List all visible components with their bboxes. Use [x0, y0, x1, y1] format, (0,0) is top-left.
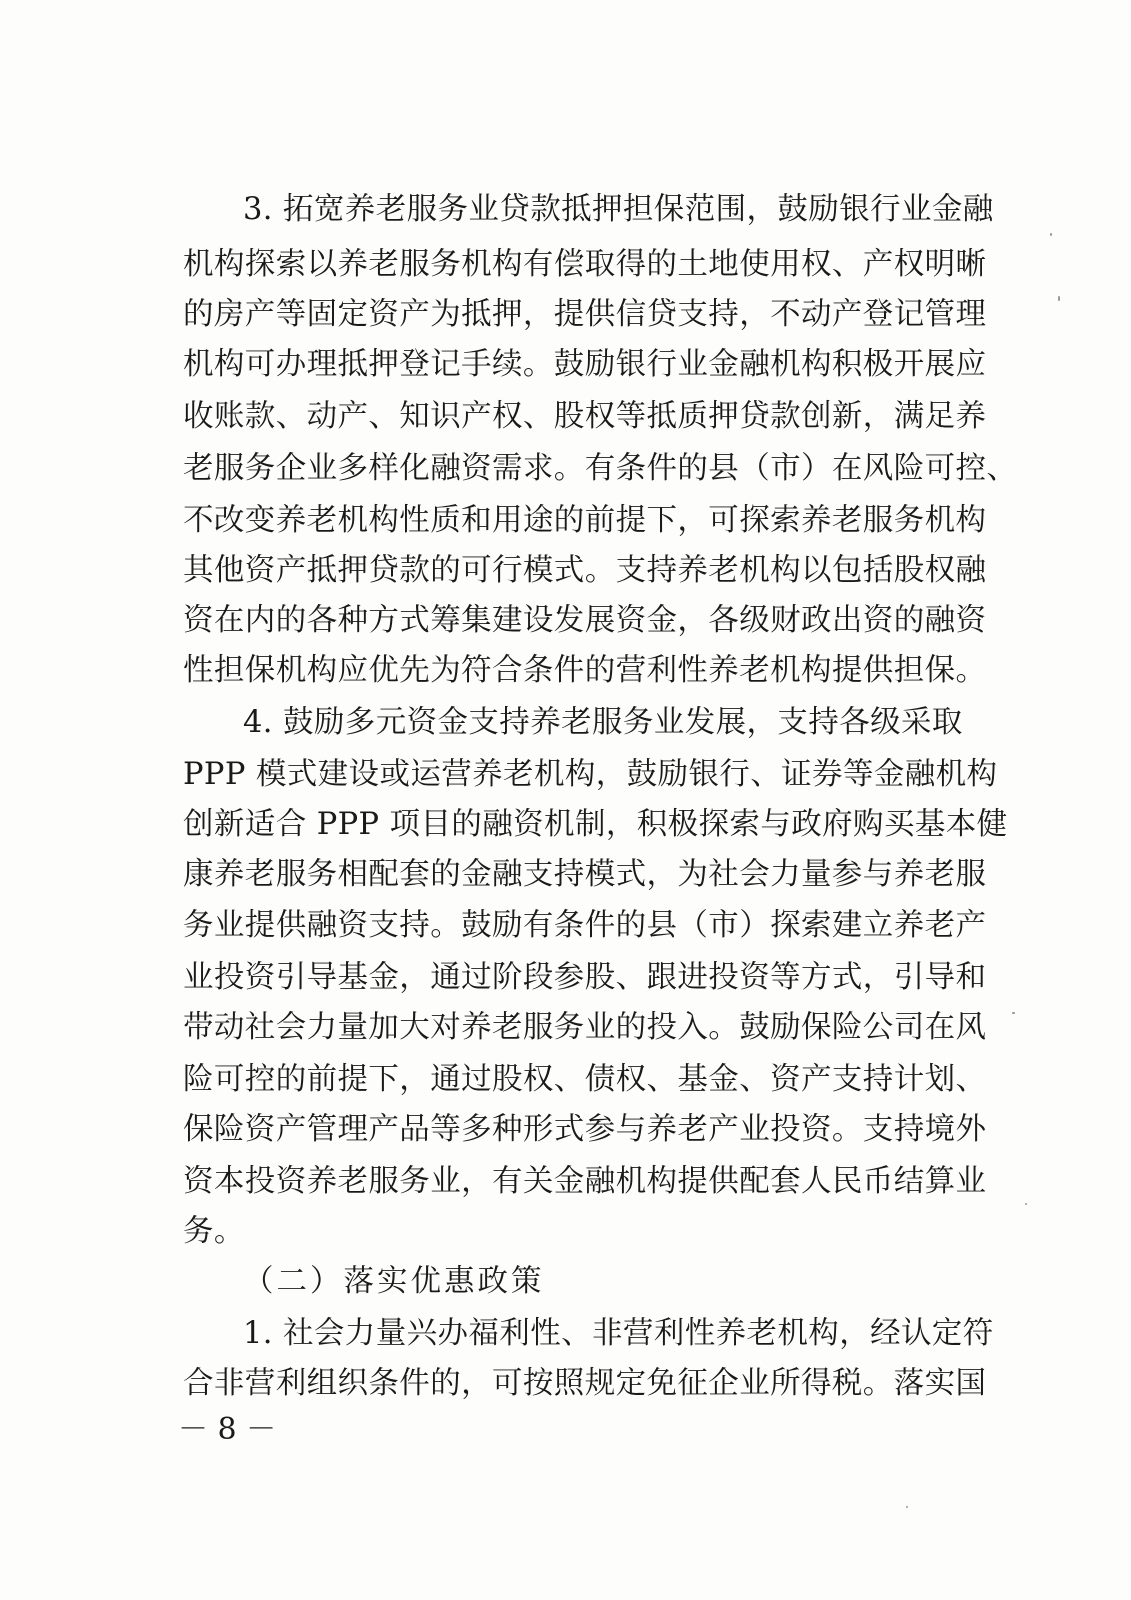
text-line: 的房产等固定资产为抵押，提供信贷支持，不动产登记管理 [183, 297, 987, 332]
text-line: 带动社会力量加大对养老服务业的投入。鼓励保险公司在风 [183, 1010, 987, 1045]
text-line: PPP 模式建设或运营养老机构，鼓励银行、证券等金融机构 [183, 757, 998, 792]
text-line: 其他资产抵押贷款的可行模式。支持养老机构以包括股权融 [183, 553, 987, 588]
text-line: 机构可办理抵押登记手续。鼓励银行业金融机构积极开展应 [183, 347, 987, 382]
text-line: 务。 [183, 1214, 245, 1249]
text-line: 资本投资养老服务业，有关金融机构提供配套人民币结算业 [183, 1164, 987, 1199]
text-line: 收账款、动产、知识产权、股权等抵质押贷款创新，满足养 [183, 399, 987, 434]
text-line: 业投资引导基金，通过阶段参股、跟进投资等方式，引导和 [183, 960, 987, 995]
text-line: 资在内的各种方式筹集建设发展资金，各级财政出资的融资 [183, 603, 987, 638]
scan-speck [1058, 296, 1060, 301]
text-line: 务业提供融资支持。鼓励有条件的县（市）探索建立养老产 [183, 908, 987, 943]
text-line: 合非营利组织条件的，可按照规定免征企业所得税。落实国 [183, 1366, 987, 1401]
scan-speck [1025, 1203, 1027, 1205]
scan-speck [1050, 233, 1052, 236]
text-line: 保险资产管理产品等多种形式参与养老产业投资。支持境外 [183, 1112, 987, 1147]
text-line: 康养老服务相配套的金融支持模式，为社会力量参与养老服 [183, 857, 987, 892]
text-line: 险可控的前提下，通过股权、债权、基金、资产支持计划、 [183, 1062, 987, 1097]
text-line: 4. 鼓励多元资金支持养老服务业发展，支持各级采取 [243, 705, 963, 740]
text-line: 机构探索以养老服务机构有偿取得的土地使用权、产权明晰 [183, 247, 987, 282]
scan-speck [906, 1506, 908, 1508]
page-number: － 8 － [178, 1412, 277, 1447]
text-line: 性担保机构应优先为符合条件的营利性养老机构提供担保。 [183, 653, 987, 688]
section-heading: （二）落实优惠政策 [243, 1264, 545, 1299]
text-line: 老服务企业多样化融资需求。有条件的县（市）在风险可控、 [183, 451, 1018, 486]
text-line: 3. 拓宽养老服务业贷款抵押担保范围，鼓励银行业金融 [243, 192, 994, 227]
scan-speck [1012, 1012, 1015, 1014]
text-line: 创新适合 PPP 项目的融资机制，积极探索与政府购买基本健 [183, 807, 1008, 842]
text-line: 1. 社会力量兴办福利性、非营利性养老机构，经认定符 [243, 1316, 994, 1351]
text-line: 不改变养老机构性质和用途的前提下，可探索养老服务机构 [183, 503, 987, 538]
